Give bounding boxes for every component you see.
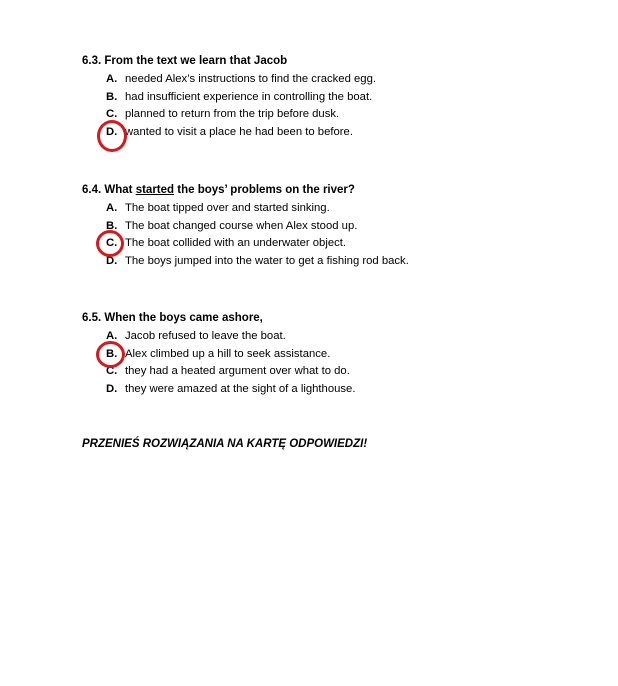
option-letter: B.: [106, 90, 118, 103]
answer-circle-6-4: [96, 230, 124, 257]
option-a[interactable]: [82, 329, 582, 347]
question-stem-end: the boys’ problems on the river?: [177, 184, 355, 196]
option-letter: A.: [106, 330, 118, 342]
question-number: 6.4.: [82, 184, 102, 196]
option-text: wanted to visit a place he had been to before.: [125, 125, 353, 138]
question-6-4: [82, 183, 582, 271]
question-6-5: [82, 311, 582, 399]
transfer-answers-note: PRZENIEŚ ROZWIĄZANIA NA KARTĘ ODPOWIEDZI!: [82, 438, 368, 450]
option-text: The boat collided with an underwater object.: [125, 237, 347, 249]
question-title: [82, 54, 582, 72]
option-letter: C.: [106, 365, 118, 377]
option-text: they were amazed at the sight of a lighthouse.: [125, 382, 356, 395]
option-text: had insufficient experience in controlling the boat.: [125, 90, 373, 103]
option-text: The boat tipped over and started sinking.: [125, 202, 330, 214]
answer-circle-6-5: [96, 341, 125, 368]
option-a[interactable]: [82, 72, 582, 90]
option-text: Jacob refused to leave the boat.: [125, 330, 286, 342]
options-list: [82, 72, 582, 142]
question-number: 6.5.: [82, 312, 102, 324]
question-stem-start: What: [104, 184, 133, 196]
option-letter: C.: [106, 108, 118, 120]
option-text: planned to return from the trip before dusk.: [125, 108, 340, 120]
option-text: The boat changed course when Alex stood up.: [125, 219, 358, 232]
option-d[interactable]: [82, 254, 582, 272]
option-letter: B.: [106, 347, 118, 360]
option-text: they had a heated argument over what to do.: [125, 365, 350, 377]
option-c[interactable]: [82, 364, 582, 382]
question-stem: When the boys came ashore,: [104, 312, 263, 324]
question-title: [82, 311, 582, 329]
option-letter: D.: [106, 125, 118, 138]
option-letter: B.: [106, 219, 118, 232]
question-stem-underlined: started: [135, 184, 175, 196]
options-list: [82, 329, 582, 399]
options-list: [82, 201, 582, 271]
option-letter: D.: [106, 254, 118, 267]
option-c[interactable]: [82, 236, 582, 254]
option-b[interactable]: [82, 90, 582, 108]
option-d[interactable]: [82, 382, 582, 400]
option-text: needed Alex’s instructions to find the cracked egg.: [125, 73, 376, 85]
option-b[interactable]: [82, 219, 582, 237]
question-6-3: [82, 54, 582, 142]
option-text: The boys jumped into the water to get a fishing rod back.: [125, 254, 409, 267]
option-letter: D.: [106, 382, 118, 395]
option-letter: A.: [106, 202, 118, 214]
option-d[interactable]: [82, 125, 582, 143]
option-letter: A.: [106, 73, 118, 85]
question-title: [82, 183, 582, 201]
option-a[interactable]: [82, 201, 582, 219]
option-text: Alex climbed up a hill to seek assistance.: [125, 347, 331, 360]
option-c[interactable]: [82, 107, 582, 125]
option-b[interactable]: [82, 347, 582, 365]
question-stem: From the text we learn that Jacob: [104, 55, 288, 67]
answer-circle-6-3: [97, 120, 127, 152]
question-number: 6.3.: [82, 55, 102, 67]
option-letter: C.: [106, 237, 118, 249]
